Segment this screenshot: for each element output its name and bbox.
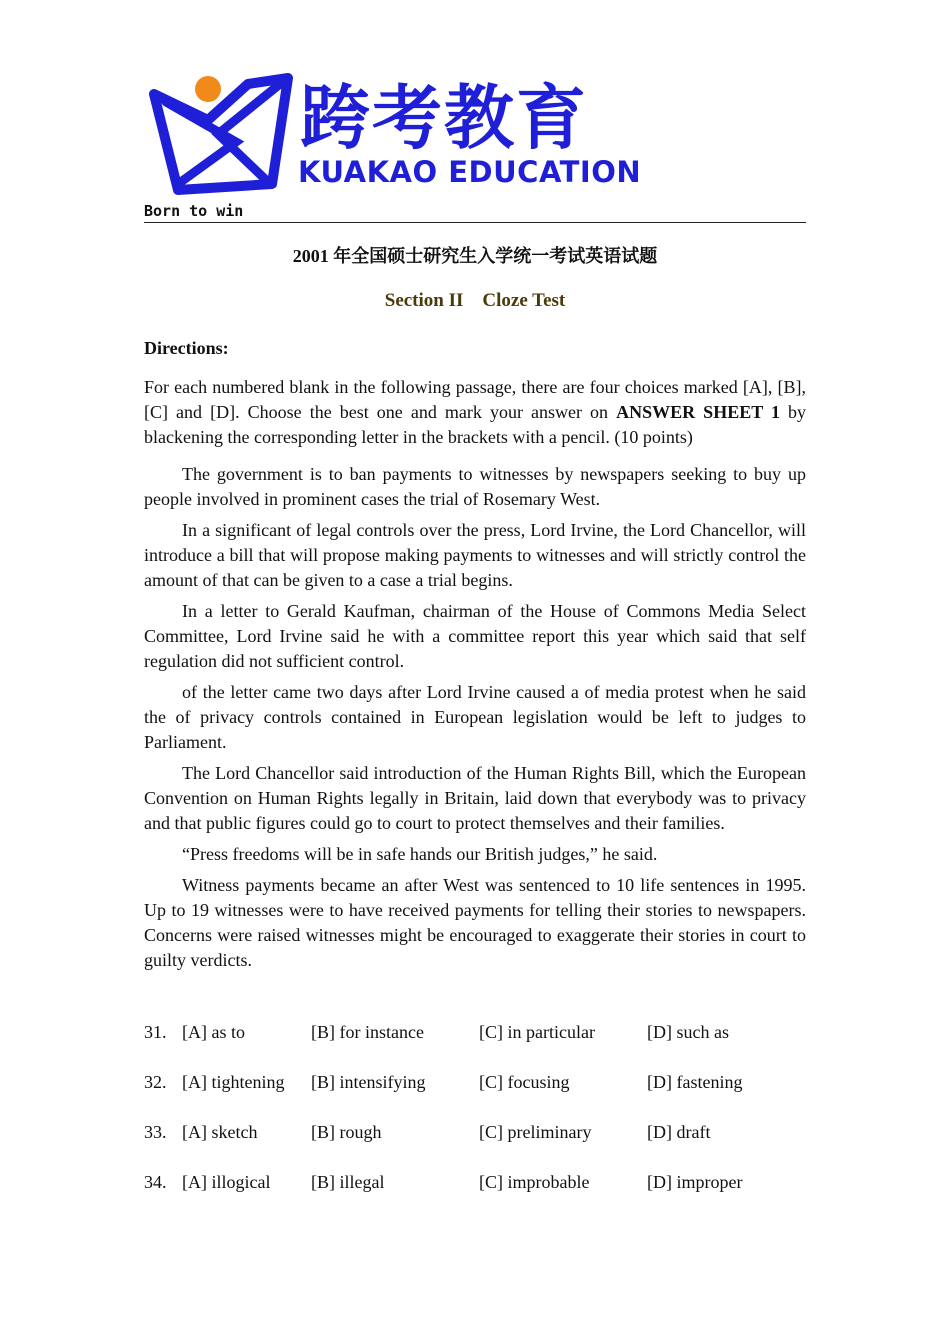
option-d: [D] such as (647, 1022, 729, 1042)
directions-text-after: by blackening the corresponding letter in the brackets with a pencil. (10 points) (144, 402, 807, 447)
question-row (144, 1022, 806, 1072)
option-b: [B] intensifying (311, 1072, 426, 1092)
option-a: [A] sketch (182, 1122, 258, 1142)
question-number: 33. (144, 1122, 167, 1142)
option-c: [C] preliminary (479, 1122, 592, 1142)
question-number: 34. (144, 1172, 167, 1192)
option-b: [B] rough (311, 1122, 382, 1142)
question-row (144, 1072, 806, 1122)
option-d: [D] draft (647, 1122, 711, 1142)
option-b: [B] for instance (311, 1022, 424, 1042)
option-a: [A] illogical (182, 1172, 271, 1192)
header-divider (144, 222, 806, 223)
passage-paragraph: The Lord Chancellor said introduction of the Human Rights Bill, which the European Convention on Human Rights legally in Britain, laid down that everybody was to privacy and that public figures could go to court to protect themselves and their families. (144, 763, 806, 833)
passage-paragraph: of the letter came two days after Lord Irvine caused a of media protest when he said the of privacy controls contained in European legislation would be left to judges to Parliament. (144, 682, 806, 752)
passage-paragraph: In a letter to Gerald Kaufman, chairman of the House of Commons Media Select Committee, Lord Irvine said he with a committee report this year which said that self regulation did not sufficient control. (144, 601, 806, 671)
option-c: [C] improbable (479, 1172, 590, 1192)
directions-text (144, 375, 806, 450)
option-a: [A] as to (182, 1022, 245, 1042)
option-c: [C] focusing (479, 1072, 570, 1092)
section-heading: Section II Cloze Test (384, 290, 566, 311)
directions-text-before: For each numbered blank in the following passage, there are four choices marked [A], [B], [C] and [D]. Choose the best one and mark your answer on (144, 377, 806, 422)
option-a: [A] tightening (182, 1072, 285, 1092)
passage-paragraph: Witness payments became an after West was sentenced to 10 life sentences in 1995. Up to 19 witnesses were to have received payments for telling their stories to newspapers. Concerns were raised witnesses might be encouraged to exaggerate their stories in court to guilty verdicts. (144, 875, 806, 970)
option-d: [D] fastening (647, 1072, 743, 1092)
answer-options (144, 1022, 806, 1222)
option-c: [C] in particular (479, 1022, 595, 1042)
logo-english-text: KUAKAO EDUCATION (298, 155, 642, 189)
page-title: 2001 年全国硕士研究生入学统一考试英语试题 (292, 246, 658, 266)
passage-paragraph: The government is to ban payments to witnesses by newspapers seeking to buy up people involved in prominent cases the trial of Rosemary West. (144, 464, 806, 509)
question-row (144, 1122, 806, 1172)
passage-paragraph: “Press freedoms will be in safe hands our British judges,” he said. (182, 844, 658, 864)
slogan: Born to win (144, 202, 244, 220)
option-b: [B] illegal (311, 1172, 385, 1192)
cloze-passage (144, 462, 806, 979)
question-number: 32. (144, 1072, 167, 1092)
directions-heading: Directions: (144, 338, 229, 358)
logo-chinese-text: 跨考教育 (300, 77, 588, 159)
question-number: 31. (144, 1022, 167, 1042)
option-d: [D] improper (647, 1172, 743, 1192)
answer-sheet-label: ANSWER SHEET 1 (616, 402, 780, 422)
question-row (144, 1172, 806, 1222)
passage-paragraph: In a significant of legal controls over the press, Lord Irvine, the Lord Chancellor, will introduce a bill that will propose making payments to witnesses and will strictly control the amount of that can be given to a case a trial begins. (144, 520, 806, 590)
